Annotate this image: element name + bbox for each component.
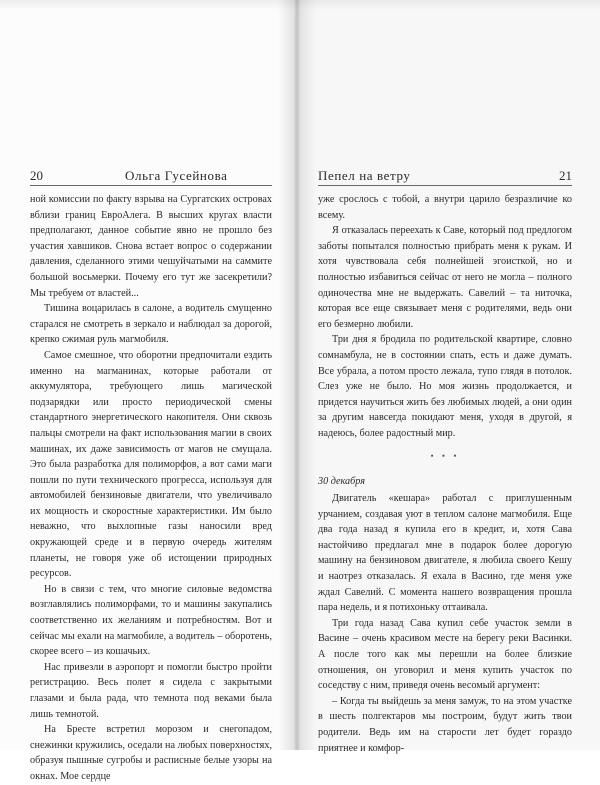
paragraph: уже срослось с тобой, а внутри царило безразличие ко всему. [318, 194, 572, 221]
left-header-rule [30, 185, 272, 186]
right-page-body [318, 192, 572, 756]
paragraph: На Бресте встретил морозом и снегопадом, снежинки кружились, оседали на любых поверхностях, образуя пышные сугробы и расписные белые узоры на окнах. Мое сердце [30, 724, 272, 782]
paragraph: Тишина воцарилась в салоне, а водитель смущенно старался не смотреть в зеркало и наблюдал за дорогой, крепко сжимая руль магмобиля. [30, 303, 272, 346]
right-text-before-break [318, 192, 572, 442]
paragraph: Но в связи с тем, что многие силовые ведомства возглавлялись полиморфами, то и машины закупались соответственно их желаниям и потребностям. Вот и сейчас мы ехали на магмобиле, а водитель – оборотень, скорее всего – из кошачьих. [30, 583, 272, 658]
right-page-header [318, 168, 572, 184]
page-top-shade [0, 0, 600, 10]
right-text-after-break [318, 491, 572, 756]
left-running-head: Ольга Гусейнова [125, 168, 228, 183]
left-page-header [30, 168, 272, 184]
paragraph: Я отказалась переехать к Саве, который под предлогом заботы попытался полностью прибрать меня к рукам. И хотя чувствовала себя полнейшей эгоисткой, но и полностью избавиться сейчас от него не могла – полного одиночества мне не выдержать. Савелий – та ниточка, которая все еще связывает меня с родителями, ведь они его безмерно любили. [318, 225, 572, 330]
left-page [0, 0, 294, 782]
paragraph: Самое смешное, что оборотни предпочитали ездить именно на магманинах, которые работали от аккумулятора, требующего лишь магической подзарядки или просто периодической смены стандартного энергетического накопителя. Они сквозь пальцы смотрели на факт использования магии в своих машинах, их даже зависимость от магов не смущала. Это была разработка для полиморфов, а вот сами маги пошли по пути технического прогресса, используя для автомобилей бензиновые двигатели, что увеличивало их мощность и скоростные характеристики. Им было неважно, что выхлопные газы наносили вред окружающей среде и в первую очередь жителям планеты, не говоря уже об истощении природных ресурсов. [30, 349, 272, 580]
left-page-number: 20 [30, 168, 43, 183]
section-break: • • • [430, 450, 460, 461]
left-page-body [30, 192, 272, 785]
right-header-rule [318, 185, 572, 186]
paragraph: ной комиссии по факту взрыва на Сургатских островах вблизи границ ЕвроАлега. В высших кругах власти предполагают, данное событие явно не прошло без участия хавшиков. Снова встает вопрос о содержании давления, сделанного этими чешуйчатыми на саммите большой восьмерки. Почему его тут же засекретили? Мы требуем от властей... [30, 194, 272, 299]
right-running-head: Пепел на ветру [318, 168, 411, 183]
date-heading: 30 декабря [318, 475, 365, 487]
paragraph: – Когда ты выйдешь за меня замуж, то на этом участке в шесть полгектаров мы построим, будут жить твои родители. Ведь им на старости лет будет гораздо приятнее и комфор- [318, 695, 572, 754]
right-page-number: 21 [559, 168, 572, 183]
paragraph: Двигатель «кешара» работал с приглушенным урчанием, создавая уют в теплом салоне магмобиля. Еще два года назад я купила его в кредит, и, хотя Сава настойчиво предлагал мне в подарок более дорогую машину на бензиновом двигателе, я любила своего Кешу и наотрез отказалась. Я ехала в Васино, где меня уже ждал Савелий. С момента нашего возвращения прошла пара недель, и я потихоньку оттаивала. [318, 493, 572, 614]
paragraph: Нас привезли в аэропорт и помогли быстро пройти регистрацию. Весь полет я сидела с закрытыми глазами и была рада, что темнота под веками была лишь темнотой. [30, 661, 272, 720]
paragraph: Три дня я бродила по родительской квартире, словно сомнамбула, не в состоянии спать, есть и даже думать. Все убрала, а потом просто лежала, тупо глядя в потолок. Слез уже не было. Но моя жизнь продолжается, и придется научиться жить без любимых людей, а они один за другим навсегда покидают меня, уходя в другой, я надеюсь, более радостный мир. [318, 334, 572, 439]
right-page [294, 0, 600, 754]
gutter-shadow [278, 0, 316, 750]
paragraph: Три года назад Сава купил себе участок земли в Васине – очень красивом месте на берегу реки Васинки. А после того как мы перешли на более близкие отношения, он уговорил и меня купить участок по соседству с ним, приведя очень весомый аргумент: [318, 617, 572, 692]
